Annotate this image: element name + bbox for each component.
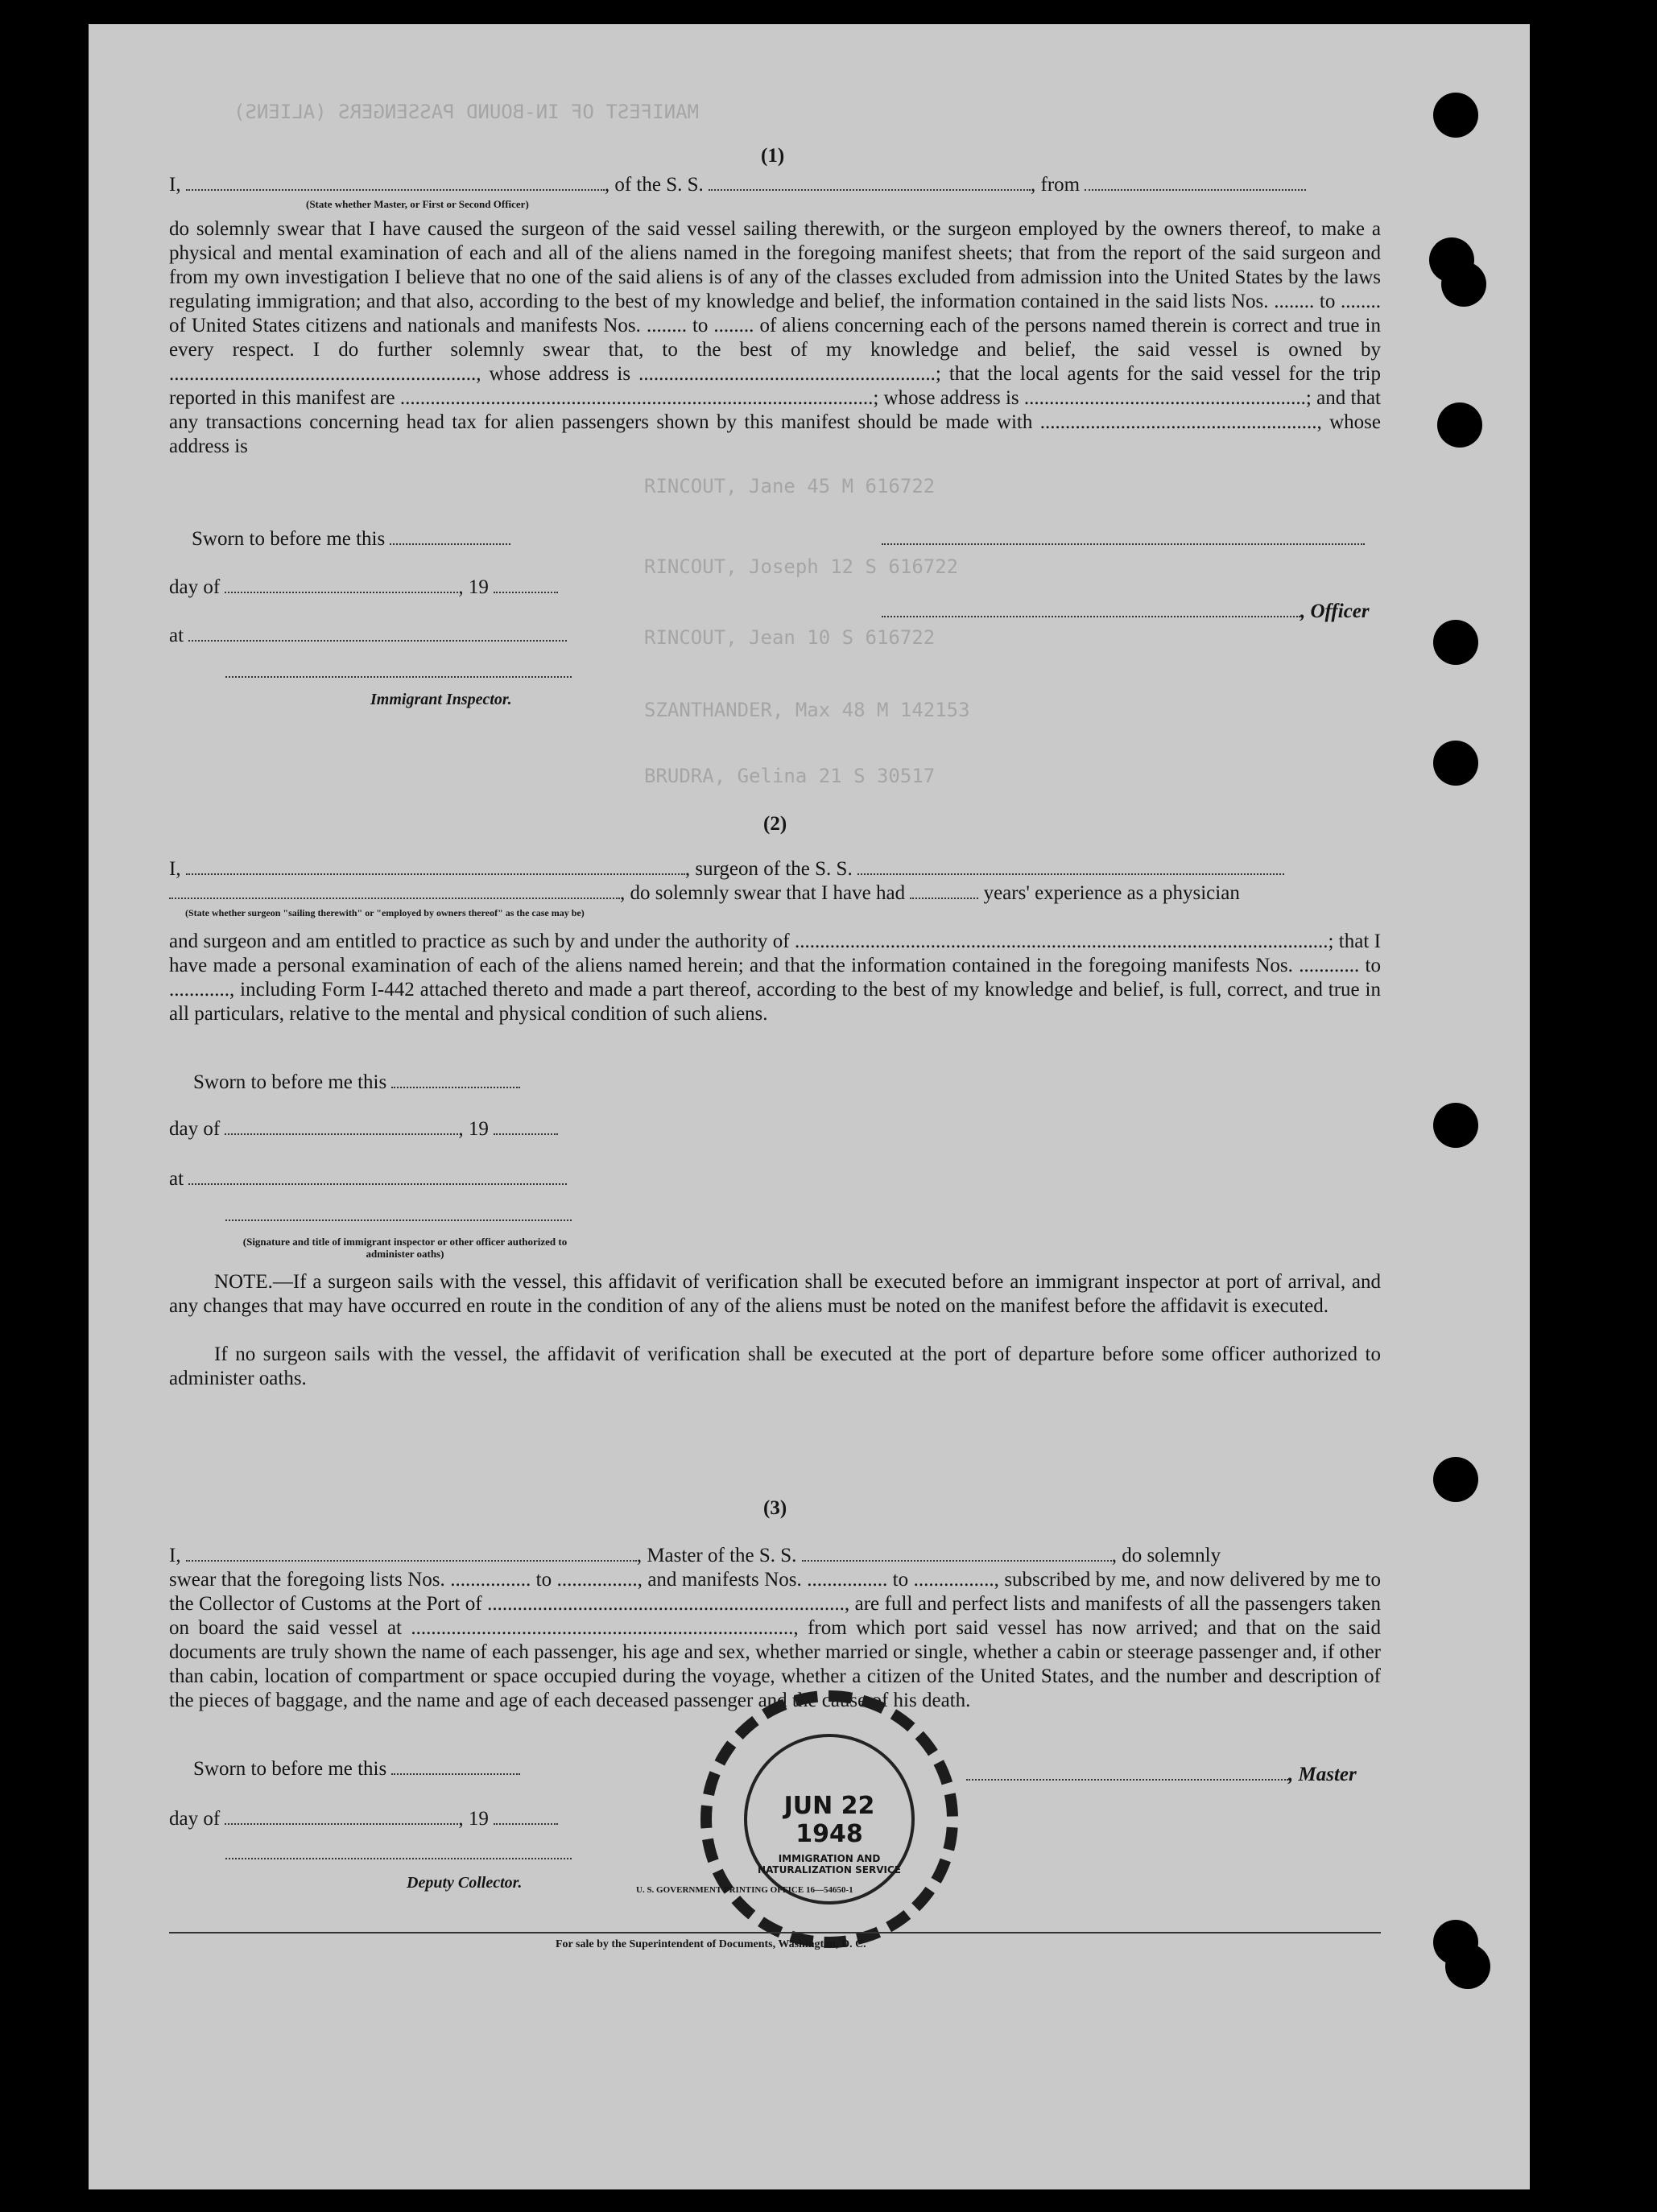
affidavit-2-sworn: Sworn to before me this — [193, 1071, 1405, 1095]
punch-hole — [1433, 93, 1478, 138]
affidavit-3-day-of: day of , 19 — [169, 1807, 1381, 1831]
bleed-through-row: RINCOUT, Joseph 12 S 616722 — [644, 555, 959, 578]
affidavit-2-number: (2) — [763, 813, 787, 835]
years-experience-field[interactable] — [910, 881, 978, 899]
master-caption: (State whether Master, or First or Second Officer) — [306, 198, 529, 210]
master-signature-line — [966, 1763, 1385, 1787]
affidavit-2-opening-line: I, , surgeon of the S. S. — [169, 857, 1381, 881]
affidavit-1-number: (1) — [761, 145, 785, 167]
manifest-verification-page — [89, 24, 1530, 2189]
bleed-through-row: RINCOUT, Jane 45 M 616722 — [644, 475, 936, 497]
signature-caption: (Signature and title of immigrant inspector or other officer authorized to administer oaths) — [242, 1236, 568, 1260]
day-field[interactable] — [225, 576, 458, 593]
year-field[interactable] — [494, 576, 558, 593]
master-3-name-field[interactable] — [186, 1544, 637, 1562]
affidavit-3-opening-line: I, , Master of the S. S. , do solemnly — [169, 1545, 1221, 1566]
punch-hole — [1433, 620, 1478, 665]
stamp-text: IMMIGRATION AND NATURALIZATION SERVICE — [758, 1853, 901, 1876]
bleed-through-row: BRUDRA, Gelina 21 S 30517 — [644, 765, 936, 787]
affidavit-3-sworn: Sworn to before me this — [193, 1757, 1405, 1781]
affidavit-3-body: swear that the foregoing lists Nos. ................ to ................, and manifests Nos. ................ to ................, subscribed by me, and now delivered by me to the Collector of Customs at the Port of ......................................................................., are full and perfect lists and manifests of all the passengers taken on board the said vessel at ............................................................................, from which port said vessel has now arrived; and that on the said documents are truly shown the name of each passenger, his age and sex, whether married or single, whether a cabin or steerage passenger and, if other than cabin, location of compartment or space occupied during the voyage, whether a citizen of the United States, and the number and description of the pieces of baggage, and the name and age of each deceased passenger and the cause of his death. — [169, 1569, 1381, 1711]
note-paragraph-2: If no surgeon sails with the vessel, the affidavit of verification shall be executed at the port of departure before some officer authorized to administer oaths. — [169, 1343, 1381, 1389]
master-3-vessel-field[interactable] — [802, 1544, 1112, 1562]
master-name-field[interactable] — [186, 173, 605, 191]
bleed-through-row: SZANTHANDER, Max 48 M 142153 — [644, 699, 970, 721]
vessel-name-field[interactable] — [709, 173, 1031, 191]
surgeon-name-field[interactable] — [186, 857, 685, 875]
stamp-date: JUN 22 1948 — [783, 1792, 875, 1848]
bleed-through-header: MANIFEST OF IN-BOUND PASSENGERS (ALIENS) — [233, 101, 699, 123]
footer-rule — [169, 1932, 1381, 1933]
affidavit-1-body: do solemnly swear that I have caused the surgeon of the said vessel sailing therewith, or the surgeon employed by the owners thereof, to make a physical and mental examination of each and all of the aliens named in the foregoing manifest sheets; that from the report of the said surgeon and from my own investigation I believe that no one of the said aliens is of any of the classes excluded from admission into the United States by the laws regulating immigration; and that also, according to the best of my knowledge and belief, the information contained in the said lists Nos. ........ to ........ of United States citizens and nationals and manifests Nos. ........ to ........ of aliens concerning each of the persons named therein is correct and true in every respect. I do further solemnly swear that, to the best of my knowledge and belief, the said vessel is owned by ............................................................., whose address is ...........................................................; that the local agents for the said vessel for the trip reported in this manifest are ..............................................................................................; whose address is ........................................................; and that any transactions concerning head tax for alien passengers shown by this manifest should be made with ......................................................., whose address is — [169, 218, 1381, 457]
affidavit-1-day-of: day of , 19 — [169, 576, 1381, 600]
officer-signature-line — [882, 527, 1373, 551]
departure-port-field[interactable] — [1085, 173, 1306, 191]
immigrant-inspector-label: Immigrant Inspector. — [370, 691, 512, 708]
immigration-stamp — [700, 1690, 958, 1948]
bleed-through-row: RINCOUT, Jean 10 S 616722 — [644, 626, 936, 649]
officer-label: , Officer — [1300, 600, 1370, 622]
note-paragraph-1: NOTE.—If a surgeon sails with the vessel, this affidavit of verification shall be executed before an immigrant inspector at port of arrival, and any changes that may have occurred en route in the condition of any of the aliens must be noted on the manifest before the affidavit is executed. — [169, 1271, 1381, 1317]
affidavit-2-at: at — [169, 1167, 1381, 1191]
surgeon-vessel-field[interactable] — [857, 857, 1284, 875]
punch-hole — [1441, 262, 1486, 307]
affidavit-2-signature-line — [225, 1203, 1437, 1228]
sworn-date-field[interactable] — [390, 527, 510, 545]
punch-hole — [1433, 1103, 1478, 1148]
gpo-imprint: U. S. GOVERNMENT PRINTING OFFICE 16—54650-1 — [636, 1885, 853, 1895]
punch-hole — [1433, 741, 1478, 786]
affidavit-1-opening-line: I, , of the S. S. , from — [169, 173, 1381, 197]
deputy-collector-label: Deputy Collector. — [407, 1874, 523, 1892]
sale-notice: For sale by the Superintendent of Documents, Washington, D. C. — [556, 1938, 866, 1950]
punch-hole — [1437, 402, 1482, 448]
surgeon-caption: (State whether surgeon "sailing therewith" or "employed by owners thereof" as the case may be) — [185, 907, 585, 918]
note-label: NOTE. — [214, 1271, 273, 1293]
affidavit-2-day-of: day of , 19 — [169, 1117, 1381, 1141]
master-label: , Master — [1288, 1764, 1357, 1785]
affidavit-1-at: at — [169, 624, 1381, 648]
officer-line — [882, 600, 1381, 624]
affidavit-2-experience-line: , do solemnly swear that I have had years' experience as a physician — [169, 881, 1381, 906]
punch-hole — [1433, 1457, 1478, 1502]
punch-hole — [1445, 1944, 1490, 1989]
inspector-signature-line — [225, 660, 1437, 684]
affidavit-2-body: and surgeon and am entitled to practice as such by and under the authority of ..........................................................................................................; that I have made a personal examination of each of the aliens named herein; and that the information contained in the foregoing manifests Nos. ............ to ............, including Form I-442 attached thereto and made a part thereof, according to the best of my knowledge and belief, is full, correct, and true in all particulars, relative to the mental and physical condition of such aliens. — [169, 931, 1381, 1025]
at-field[interactable] — [188, 624, 567, 642]
affidavit-3-number: (3) — [763, 1497, 787, 1519]
affidavit-1-sworn: Sworn to before me this — [192, 527, 1403, 551]
